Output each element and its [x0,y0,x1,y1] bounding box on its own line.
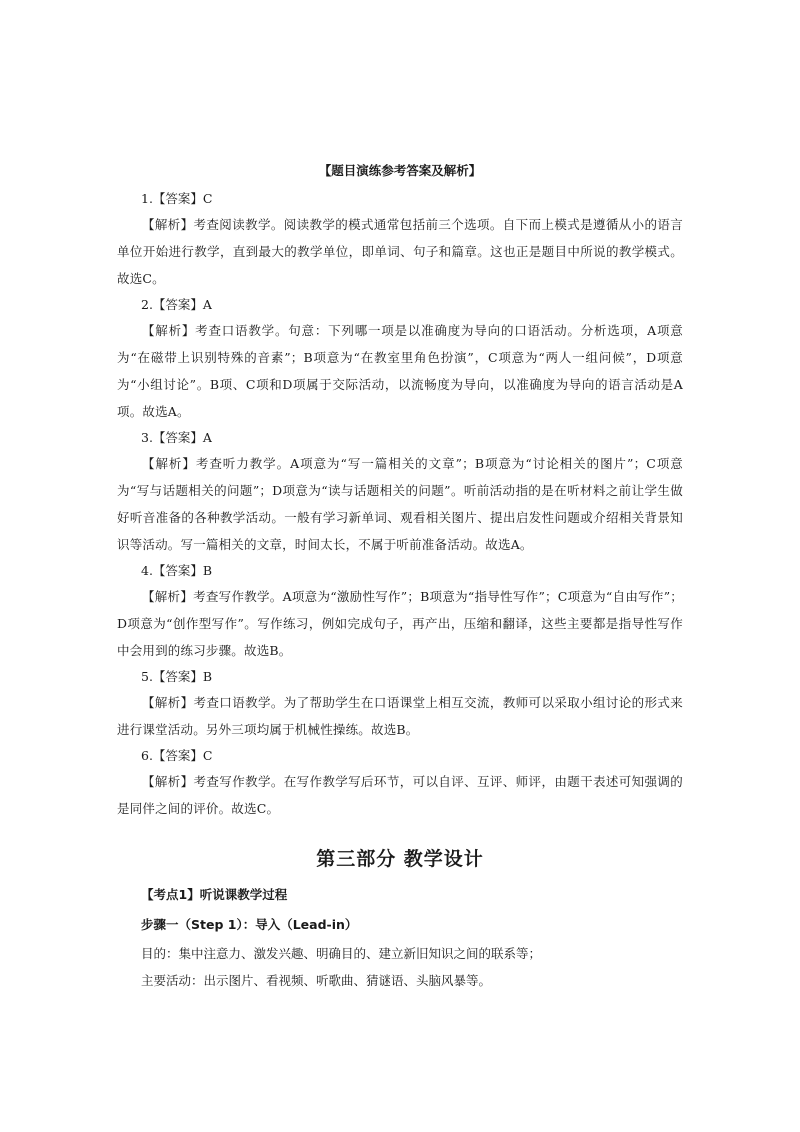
analysis-text: 【解析】考查写作教学。在写作教学写后环节，可以自评、互评、师评，由题干表述可知强调的是同伴之间的评价。故选C。 [117,774,683,816]
analysis-text: 【解析】考查阅读教学。阅读教学的模式通常包括前三个选项。自下而上模式是遵循从小的语言单位开始进行教学，直到最大的教学单位，即单词、句子和篇章。这也正是题目中所说的教学模式。故选C。 [117,217,683,286]
document-page [117,160,683,994]
answer-item-6 [117,744,683,822]
kaodian-heading: 【考点1】听说课教学过程 [141,887,288,902]
answer-item-3 [117,426,683,558]
part-title: 第三部分 教学设计 [316,848,484,870]
purpose-text: 目的：集中注意力、激发兴趣、明确目的、建立新旧知识之间的联系等； [141,946,542,961]
answer-line: 1.【答案】C [141,191,213,206]
analysis-text: 【解析】考查口语教学。句意：下列哪一项是以准确度为导向的口语活动。分析选项，A项意为“在磁带上识别特殊的音素”；B项意为“在教室里角色扮演”，C项意为“两人一组问候”，D项意为“小组讨论”。B项、C项和D项属于交际活动，以流畅度为导向，以准确度为导向的语言活动是A项。故选A。 [117,323,683,419]
section-title: 【题目演练参考答案及解析】 [318,163,482,178]
answer-item-2 [117,293,683,425]
answer-item-1 [117,187,683,292]
answer-line: 4.【答案】B [141,563,213,578]
answer-line: 3.【答案】A [141,430,212,445]
analysis-text: 【解析】考查听力教学。A项意为“写一篇相关的文章”；B项意为“讨论相关的图片”；C项意为“写与话题相关的问题”；D项意为“读与话题相关的问题”。听前活动指的是在听材料之前让学生做好听音准备的各种教学活动。一般有学习新单词、观看相关图片、提出启发性问题或介绍相关背景知识等活动。写一篇相关的文章，时间太长，不属于听前准备活动。故选A。 [117,456,683,552]
answer-item-5 [117,665,683,743]
analysis-text: 【解析】考查写作教学。A项意为“激励性写作”；B项意为“指导性写作”；C项意为“自由写作”；D项意为“创作型写作”。写作练习，例如完成句子，再产出，压缩和翻译，这些主要都是指导性写作中会用到的练习步骤。故选B。 [117,589,683,658]
answer-line: 6.【答案】C [141,748,213,763]
answer-line: 5.【答案】B [141,669,213,684]
answer-item-4 [117,559,683,664]
activities-text: 主要活动：出示图片、看视频、听歌曲、猜谜语、头脑风暴等。 [141,973,492,988]
answer-line: 2.【答案】A [141,297,212,312]
analysis-text: 【解析】考查口语教学。为了帮助学生在口语课堂上相互交流，教师可以采取小组讨论的形式来进行课堂活动。另外三项均属于机械性操练。故选B。 [117,695,683,737]
step-heading: 步骤一（Step 1）：导入（Lead-in） [141,917,358,932]
